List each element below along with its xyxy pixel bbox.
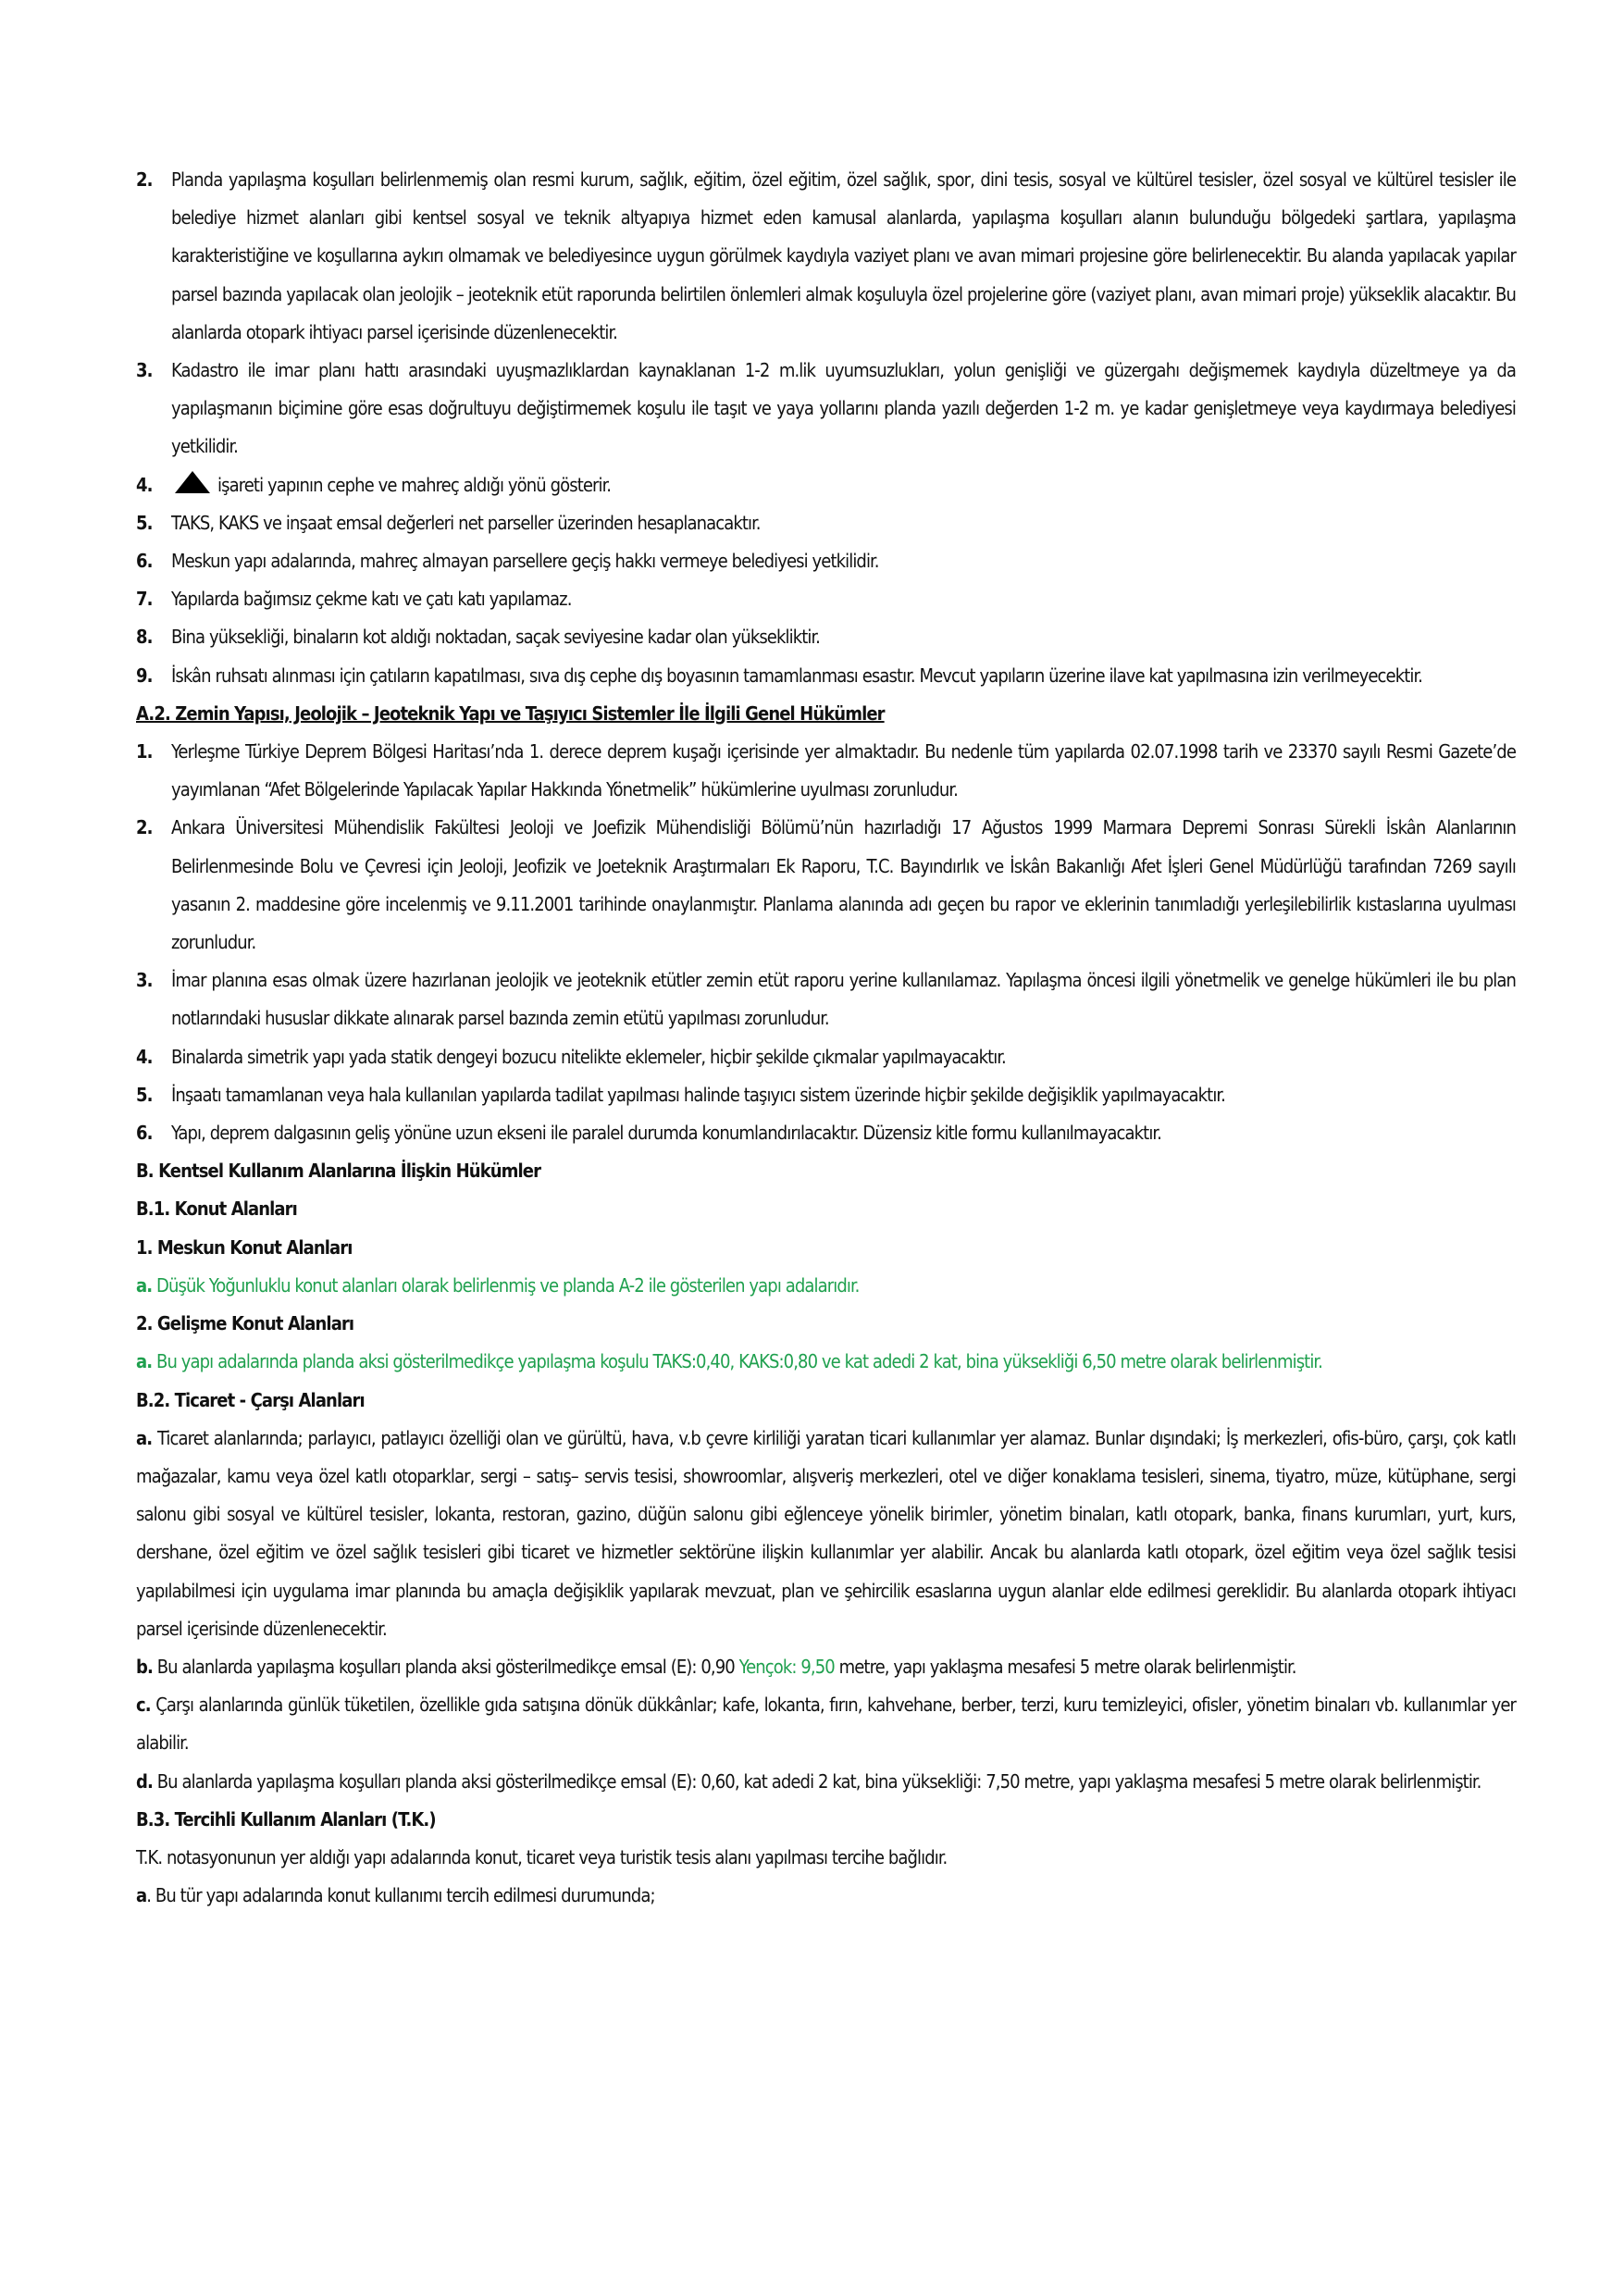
item-number: 6.: [136, 1122, 153, 1145]
paragraph-label: c.: [136, 1694, 151, 1717]
paragraph-ticaret-d: [136, 1763, 1516, 1801]
paragraph-gelisme-a: [136, 1343, 1516, 1381]
paragraph-text: Bu yapı adalarında planda aksi gösterilmedikçe yapılaşma koşulu TAKS:0,40, KAKS:0,80 ve kat adedi 2 kat, bina yüksekliği 6,50 metre olarak belirlenmiştir.: [152, 1350, 1322, 1373]
list-item: [136, 161, 1516, 352]
item-text: Yerleşme Türkiye Deprem Bölgesi Haritası’nda 1. derece deprem kuşağı içerisinde yer almaktadır. Bu nedenle tüm yapılarda 02.07.1998 tarih ve 23370 sayılı Resmi Gazete’de yayımlanan “Afet Bölgelerinde Yapılacak Yapılar Hakkında Yönetmelik” hükümlerine uyulması zorunludur.: [171, 740, 1516, 801]
item-number: 8.: [136, 626, 153, 649]
subsection-heading-b1: B.1. Konut Alanları: [136, 1198, 297, 1221]
item-number: 2.: [136, 168, 153, 191]
list-item: [136, 733, 1516, 809]
item-number: 2.: [136, 816, 153, 839]
item-text: işareti yapının cephe ve mahreç aldığı yönü gösterir.: [217, 473, 612, 496]
paragraph-tercihli-intro: T.K. notasyonunun yer aldığı yapı adalarında konut, ticaret veya turistik tesis alanı yapılması tercihe bağlıdır.: [136, 1845, 948, 1868]
subsection-heading-b2: B.2. Ticaret - Çarşı Alanları: [136, 1388, 365, 1411]
highlighted-value: Yençok: 9,50: [738, 1655, 835, 1678]
item-number: 4.: [136, 473, 153, 496]
item-text: İnşaatı tamamlanan veya hala kullanılan yapılarda tadilat yapılması halinde taşıyıcı sistem üzerinde hiçbir şekilde değişiklik yapılmayacaktır.: [171, 1083, 1225, 1106]
subsection-heading-b3: B.3. Tercihli Kullanım Alanları (T.K.): [136, 1807, 436, 1831]
item-number: 5.: [136, 511, 153, 534]
section-heading-b: B. Kentsel Kullanım Alanlarına İlişkin Hükümler: [136, 1160, 541, 1183]
paragraph-label: b.: [136, 1655, 153, 1678]
paragraph-text: . Bu tür yapı adalarında konut kullanımı tercih edilmesi durumunda;: [146, 1884, 655, 1907]
list-item: [136, 657, 1516, 695]
item-text: Meskun yapı adalarında, mahreç almayan parsellere geçiş hakkı vermeye belediyesi yetkilidir.: [171, 550, 879, 573]
list-item: [136, 962, 1516, 1037]
geology-provisions-list: [136, 733, 1516, 1152]
item-number: 5.: [136, 1083, 153, 1106]
item-number: 1.: [136, 740, 153, 763]
paragraph-label: a.: [136, 1350, 153, 1373]
item-text: Yapılarda bağımsız çekme katı ve çatı katı yapılamaz.: [171, 588, 572, 611]
heading-gelisme-konut: 2. Gelişme Konut Alanları: [136, 1312, 354, 1335]
item-number: 6.: [136, 550, 153, 573]
item-number: 4.: [136, 1045, 153, 1068]
list-item: [136, 542, 1516, 580]
item-text: Yapı, deprem dalgasının geliş yönüne uzun ekseni ile paralel durumda konumlandırılacaktır. Düzensiz kitle formu kullanılmayacaktır.: [171, 1122, 1161, 1145]
paragraph-tercihli-a: [136, 1877, 1516, 1915]
paragraph-label: a.: [136, 1273, 153, 1297]
item-number: 7.: [136, 588, 153, 611]
general-provisions-list: [136, 161, 1516, 695]
list-item: [136, 809, 1516, 962]
paragraph-label: a: [136, 1884, 147, 1907]
list-item: [136, 1076, 1516, 1114]
item-text: Planda yapılaşma koşulları belirlenmemiş olan resmi kurum, sağlık, eğitim, özel eğitim, özel sağlık, spor, dini tesis, sosyal ve kültürel tesisler, özel sosyal ve kültürel tesisler ile belediye hizmet alanları gibi kentsel sosyal ve teknik altyapıya hizmet eden kamusal alanlarda, yapılaşma koşulları alanın bulunduğu bölgedeki şartlara, yapılaşma karakteristiğine ve koşullarına aykırı olmamak ve belediyesince uygun görülmek kaydıyla vaziyet planı ve avan mimari projesine göre belirlenecektir. Bu alanda yapılacak yapılar parsel bazında yapılacak olan jeolojik – jeoteknik etüt raporunda belirtilen önlemleri almak koşuluyla özel projelerine göre (vaziyet planı, avan mimari proje) yükseklik alacaktır. Bu alanlarda otopark ihtiyacı parsel içerisinde düzenlenecektir.: [171, 168, 1516, 343]
item-number: 3.: [136, 969, 153, 992]
paragraph-label: d.: [136, 1769, 153, 1793]
paragraph-text: metre, yapı yaklaşma mesafesi 5 metre olarak belirlenmiştir.: [834, 1655, 1296, 1678]
paragraph-label: a.: [136, 1426, 153, 1449]
paragraph-text: Bu alanlarda yapılaşma koşulları planda aksi gösterilmedikçe emsal (E): 0,90: [152, 1655, 739, 1678]
item-text: Kadastro ile imar planı hattı arasındaki uyuşmazlıklardan kaynaklanan 1-2 m.lik uyumsuzlukları, yolun genişliği ve güzergahı değişmemek kaydıyla düzeltmeye ya da yapılaşmanın biçimine göre esas doğrultuyu değiştirmemek koşulu ile taşıt ve yaya yollarını planda yazılı değerden 1-2 m. ye kadar genişletmeye veya kaydırmaya belediyesi yetkilidir.: [171, 359, 1516, 458]
item-text: İskân ruhsatı alınması için çatıların kapatılması, sıva dış cephe dış boyasının tamamlanması esastır. Mevcut yapıların üzerine ilave kat yapılmasına izin verilmeyecektir.: [171, 664, 1422, 687]
list-item: [136, 1038, 1516, 1076]
list-item: [136, 352, 1516, 466]
paragraph-text: Düşük Yoğunluklu konut alanları olarak belirlenmiş ve planda A-2 ile gösterilen yapı adalarıdır.: [152, 1273, 860, 1297]
item-text: Binalarda simetrik yapı yada statik dengeyi bozucu nitelikte eklemeler, hiçbir şekilde çıkmalar yapılmayacaktır.: [171, 1045, 1006, 1068]
paragraph-ticaret-b: [136, 1648, 1516, 1686]
paragraph-text: Bu alanlarda yapılaşma koşulları planda aksi gösterilmedikçe emsal (E): 0,60, kat adedi 2 kat, bina yüksekliği: 7,50 metre, yapı yaklaşma mesafesi 5 metre olarak belirlenmiştir.: [152, 1769, 1481, 1793]
item-number: 9.: [136, 664, 153, 687]
item-number: 3.: [136, 359, 153, 382]
paragraph-text: Çarşı alanlarında günlük tüketilen, özellikle gıda satışına dönük dükkânlar; kafe, lokanta, fırın, kahvehane, berber, terzi, kuru temizleyici, ofisler, yönetim binaları vb. kullanımlar yer alabilir.: [136, 1694, 1516, 1755]
list-item: [136, 618, 1516, 656]
triangle-up-icon: [175, 471, 210, 493]
heading-meskun-konut: 1. Meskun Konut Alanları: [136, 1235, 353, 1259]
list-item: [136, 504, 1516, 542]
list-item: [136, 1114, 1516, 1152]
item-text: TAKS, KAKS ve inşaat emsal değerleri net parseller üzerinden hesaplanacaktır.: [171, 511, 761, 534]
paragraph-ticaret-a: [136, 1420, 1516, 1648]
document-page: [136, 161, 1516, 1915]
paragraph-text: Ticaret alanlarında; parlayıcı, patlayıcı özelliği olan ve gürültü, hava, v.b çevre kirliliği yaratan ticari kullanımlar yer alamaz. Bunlar dışındaki; İş merkezleri, ofis-büro, çarşı, çok katlı mağazalar, kamu veya özel katlı otoparklar, sergi – satış– servis tesisi, showroomlar, alışveriş merkezleri, otel ve diğer konaklama tesisleri, sinema, tiyatro, müze, kütüphane, sergi salonu gibi sosyal ve kültürel tesisler, lokanta, restoran, gazino, düğün salonu gibi eğlenceye yönelik birimler, yönetim binaları, katlı otopark, banka, finans kurumları, yurt, kurs, dershane, özel eğitim ve özel sağlık tesisleri gibi ticaret ve hizmetler sektörüne ilişkin kullanımlar yer alabilir. Ancak bu alanlarda katlı otopark, özel eğitim veya özel sağlık tesisi yapılabilmesi için uygulama imar planında bu amaçla değişiklik yapılarak mevzuat, plan ve şehircilik esaslarına uygun alanlar elde edilmesi gereklidir. Bu alanlarda otopark ihtiyacı parsel içerisinde düzenlenecektir.: [136, 1426, 1516, 1640]
paragraph-ticaret-c: [136, 1686, 1516, 1762]
item-text: Bina yüksekliği, binaların kot aldığı noktadan, saçak seviyesine kadar olan yüksekliktir.: [171, 626, 820, 649]
list-item: [136, 580, 1516, 618]
paragraph-meskun-a: [136, 1267, 1516, 1305]
item-text: Ankara Üniversitesi Mühendislik Fakültesi Jeoloji ve Joefizik Mühendisliği Bölümü’nün hazırladığı 17 Ağustos 1999 Marmara Depremi Sonrası Sürekli İskân Alanlarının Belirlenmesinde Bolu ve Çevresi için Jeoloji, Jeofizik ve Joeteknik Araştırmaları Ek Raporu, T.C. Bayındırlık ve İskân Bakanlığı Afet İşleri Genel Müdürlüğü tarafından 7269 sayılı yasanın 2. maddesine göre incelenmiş ve 9.11.2001 tarihinde onaylanmıştır. Planlama alanında adı geçen bu rapor ve eklerinin tanımladığı yerleşilebilirlik kıstaslarına uyulması zorunludur.: [171, 816, 1516, 954]
item-text: İmar planına esas olmak üzere hazırlanan jeolojik ve jeoteknik etütler zemin etüt raporu yerine kullanılamaz. Yapılaşma öncesi ilgili yönetmelik ve genelge hükümleri ile bu plan notlarındaki hususlar dikkate alınarak parsel bazında zemin etütü yapılması zorunludur.: [171, 969, 1516, 1030]
section-heading-a2: A.2. Zemin Yapısı, Jeolojik – Jeoteknik Yapı ve Taşıyıcı Sistemler İle İlgili Genel Hükümler: [136, 701, 885, 725]
list-item: [136, 466, 1516, 504]
